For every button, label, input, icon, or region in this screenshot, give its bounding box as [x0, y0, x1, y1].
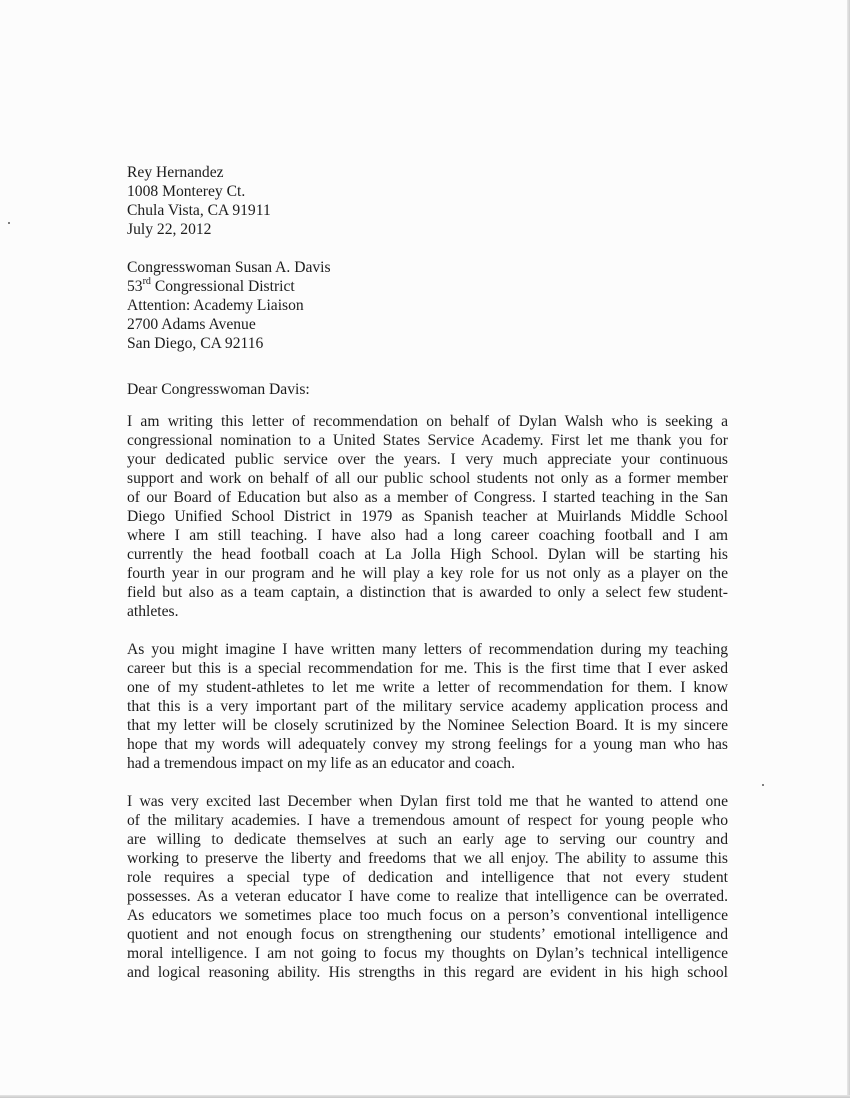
district-label: Congressional District — [150, 278, 295, 295]
paragraph-line: Diego Unified School District in 1979 as Spanish teacher at Muirlands Middle School — [127, 508, 728, 525]
paragraph-line: hope that my words will adequately convey my strong feelings for a young man who has — [127, 736, 728, 753]
paragraph-line: your dedicated public service over the years. I very much appreciate your continuous — [127, 451, 728, 468]
paragraph-3 — [127, 792, 728, 982]
paragraph-line: had a tremendous impact on my life as an educator and coach. — [127, 755, 515, 772]
recipient-city: San Diego, CA 92116 — [127, 335, 264, 352]
salutation: Dear Congresswoman Davis: — [127, 381, 310, 398]
paragraph-line: that this is a very important part of the military service academy application process and — [127, 698, 728, 715]
paragraph-line: working to preserve the liberty and freedoms that we all enjoy. The ability to assume this — [127, 850, 728, 867]
paragraph-line: As you might imagine I have written many letters of recommendation during my teaching — [127, 641, 728, 658]
paragraph-line: career but this is a special recommendation for me. This is the first time that I ever asked — [127, 660, 728, 677]
sender-name: Rey Hernandez — [127, 164, 224, 181]
paragraph-line: are willing to dedicate themselves at such an early age to serving our country and — [127, 831, 728, 848]
sender-street: 1008 Monterey Ct. — [127, 183, 246, 200]
paragraph-line: currently the head football coach at La Jolla High School. Dylan will be starting his — [127, 546, 728, 563]
scan-speck — [8, 222, 10, 224]
paragraph-line: one of my student-athletes to let me write a letter of recommendation for them. I know — [127, 679, 728, 696]
paragraph-line: congressional nomination to a United States Service Academy. First let me thank you for — [127, 432, 728, 449]
district-ordinal-suffix: rd — [142, 275, 151, 287]
paragraph-line: of our Board of Education but also as a member of Congress. I started teaching in the San — [127, 489, 728, 506]
letter-date: July 22, 2012 — [127, 221, 212, 238]
paragraph-line: field but also as a team captain, a distinction that is awarded to only a select few student- — [127, 584, 728, 601]
paragraph-line: As educators we sometimes place too much focus on a person’s conventional intelligence — [127, 907, 728, 924]
paragraph-line: moral intelligence. I am not going to focus my thoughts on Dylan’s technical intelligence — [127, 945, 728, 962]
paragraph-line: I was very excited last December when Dylan first told me that he wanted to attend one — [127, 793, 728, 810]
salutation-block — [127, 380, 728, 399]
recipient-district — [127, 277, 728, 296]
paragraph-line: role requires a special type of dedication and intelligence that not every student — [127, 869, 728, 886]
letter-body — [127, 163, 728, 982]
paragraph-line: fourth year in our program and he will play a key role for us not only as a player on the — [127, 565, 728, 582]
paragraph-line: quotient and not enough focus on strengthening our students’ emotional intelligence and — [127, 926, 728, 943]
paragraph-line: and logical reasoning ability. His strengths in this regard are evident in his high school — [127, 964, 728, 981]
paragraph-line: athletes. — [127, 603, 179, 620]
paragraph-1 — [127, 412, 728, 621]
paragraph-line: possesses. As a veteran educator I have come to realize that intelligence can be overrated. — [127, 888, 728, 905]
sender-address-block — [127, 163, 728, 239]
recipient-name: Congresswoman Susan A. Davis — [127, 259, 331, 276]
paragraph-line: support and work on behalf of all our public school students not only as a former member — [127, 470, 728, 487]
recipient-attention: Attention: Academy Liaison — [127, 297, 304, 314]
paragraph-line: I am writing this letter of recommendation on behalf of Dylan Walsh who is seeking a — [127, 413, 728, 430]
paragraph-2 — [127, 640, 728, 773]
paragraph-line: of the military academies. I have a tremendous amount of respect for young people who — [127, 812, 728, 829]
sender-city: Chula Vista, CA 91911 — [127, 202, 271, 219]
paragraph-line: that my letter will be closely scrutinized by the Nominee Selection Board. It is my sincere — [127, 717, 728, 734]
recipient-street: 2700 Adams Avenue — [127, 316, 256, 333]
paragraph-line: where I am still teaching. I have also had a long career coaching football and I am — [127, 527, 728, 544]
recipient-address-block — [127, 258, 728, 353]
district-number: 53 — [127, 278, 143, 295]
scan-speck — [762, 784, 764, 786]
